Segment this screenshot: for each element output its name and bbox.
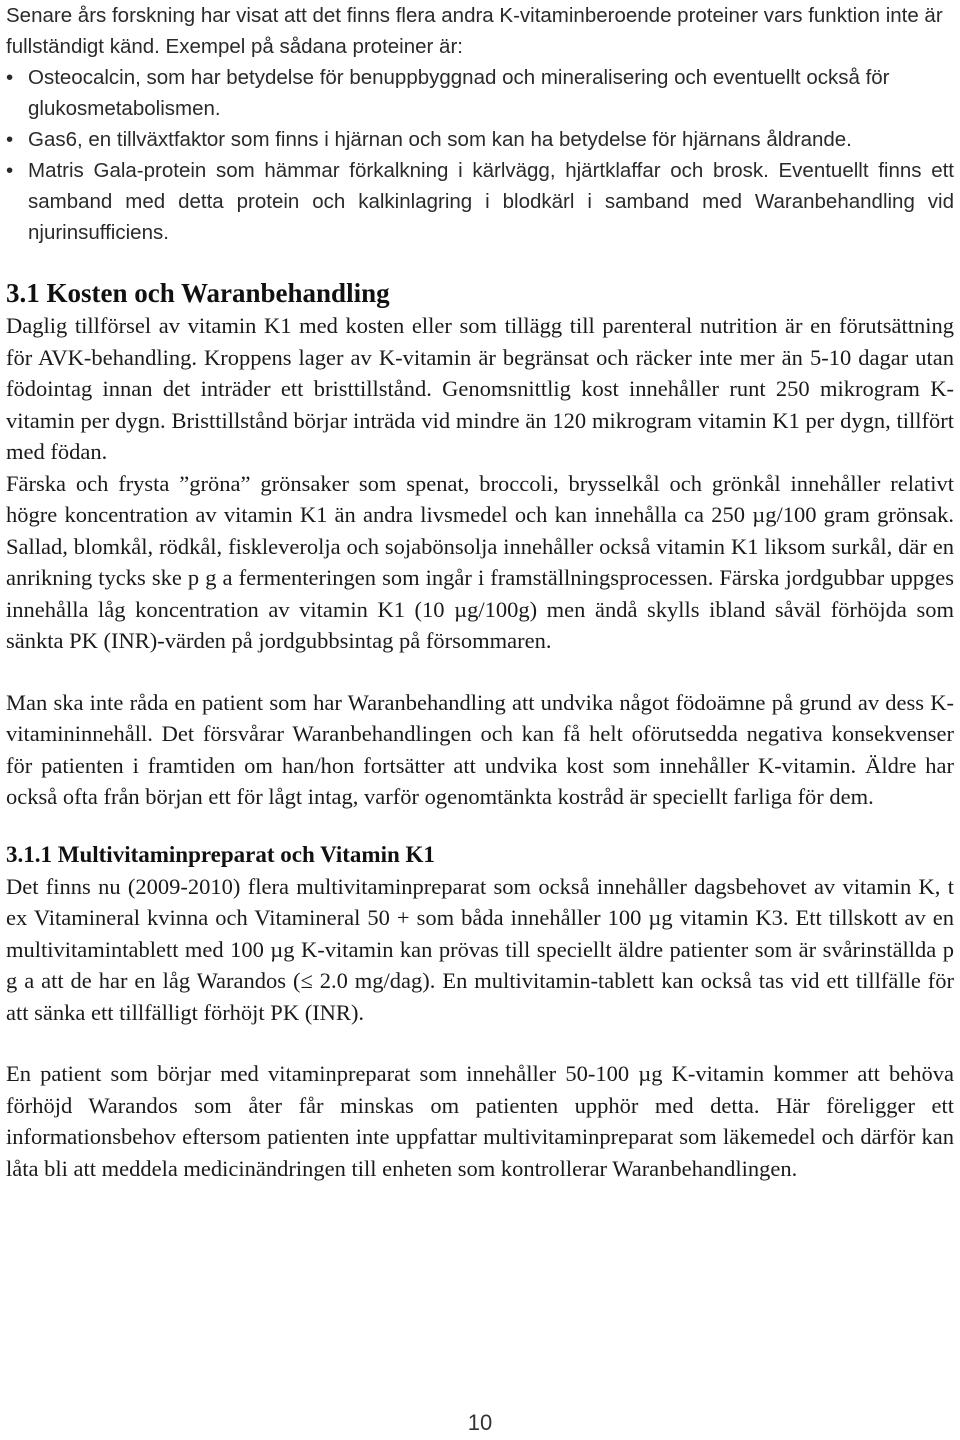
paragraph: En patient som börjar med vitaminpreparat som innehåller 50-100 µg K-vitamin kommer att behöva förhöjd Warandos som åter får minskas om patienten upphör med detta. Här föreligger ett informationsbehov eftersom patienten inte uppfattar multivitaminpreparat som läkemedel och därför kan låta bli att meddela medicinändringen till enheten som kontrollerar Waranbehandlingen. bbox=[6, 1061, 954, 1181]
list-item: • Osteocalcin, som har betydelse för benuppbyggnad och mineralisering och eventuellt också för glukosmetabolismen. bbox=[6, 62, 954, 124]
subsection-heading: 3.1.1 Multivitaminpreparat och Vitamin K1 bbox=[6, 841, 435, 867]
page-number: 10 bbox=[467, 1410, 493, 1435]
intro-paragraph: Senare års forskning har visat att det finns flera andra K-vitaminberoende proteiner vars funktion inte är fullständigt känd. Exempel på sådana proteiner är: bbox=[6, 4, 943, 58]
list-item: • Gas6, en tillväxtfaktor som finns i hjärnan och som kan ha betydelse för hjärnans åldrande. bbox=[6, 124, 954, 155]
protein-list bbox=[6, 62, 954, 248]
paragraph: Färska och frysta ”gröna” grönsaker som spenat, broccoli, brysselkål och grönkål innehåller relativt högre koncentration av vitamin K1 än andra livsmedel och kan innehålla ca 250 µg/100 gram grönsak. Sallad, blomkål, rödkål, fiskleverolja och sojabönsolja innehåller också vitamin K1 liksom surkål, där en anrikning tycks ske p g a fermenteringen som ingår i framställningsprocessen. Färska jordgubbar uppges innehålla låg koncentration av vitamin K1 (10 µg/100g) men ändå skylls ibland såväl förhöjda som sänkta PK (INR)-värden på jordgubbsintag på försommaren. bbox=[6, 470, 954, 653]
list-item: • Matris Gala-protein som hämmar förkalkning i kärlvägg, hjärtklaffar och brosk. Eventuellt finns ett samband med detta protein och kalkinlagring i blodkärl i samband med Waranbehandling vid njurinsufficiens. bbox=[6, 155, 954, 248]
paragraph: Daglig tillförsel av vitamin K1 med kosten eller som tillägg till parenteral nutrition är en förutsättning för AVK-behandling. Kroppens lager av K-vitamin är begränsat och räcker inte mer än 5-10 dagar utan födointag innan det inträder ett bristtillstånd. Genomsnittlig kost innehåller runt 250 mikrogram K-vitamin per dygn. Bristtillstånd börjar inträda vid mindre än 120 mikrogram vitamin K1 per dygn, tillfört med födan. bbox=[6, 313, 954, 464]
intro-block bbox=[6, 0, 954, 248]
section-heading: 3.1 Kosten och Waranbehandling bbox=[6, 278, 390, 308]
section-3-1-body bbox=[6, 310, 954, 813]
paragraph: Det finns nu (2009-2010) flera multivitaminpreparat som också innehåller dagsbehovet av vitamin K, t ex Vitamineral kvinna och Vitamineral 50 + som båda innehåller 100 µg vitamin K3. Ett tillskott av en multivitamintablett med 100 µg K-vitamin kan prövas till speciellt äldre patienter som är svårinställda p g a att de har en låg Warandos (≤ 2.0 mg/dag). En multivitamin-tablett kan också tas vid ett tillfälle för att sänka ett tillfälligt förhöjt PK (INR). bbox=[6, 873, 954, 1025]
document-page bbox=[6, 0, 954, 1184]
paragraph: Man ska inte råda en patient som har Waranbehandling att undvika något födoämne på grund av dess K-vitamininnehåll. Det försvårar Waranbehandlingen och kan få helt oförutsedda negativa konsekvenser för patienten i framtiden om han/hon fortsätter att undvika kost som innehåller K-vitamin. Äldre har också ofta från början ett för lågt intag, varför ogenomtänkta kostråd är speciellt farliga för dem. bbox=[6, 689, 954, 809]
section-3-1-1-body bbox=[6, 871, 954, 1185]
